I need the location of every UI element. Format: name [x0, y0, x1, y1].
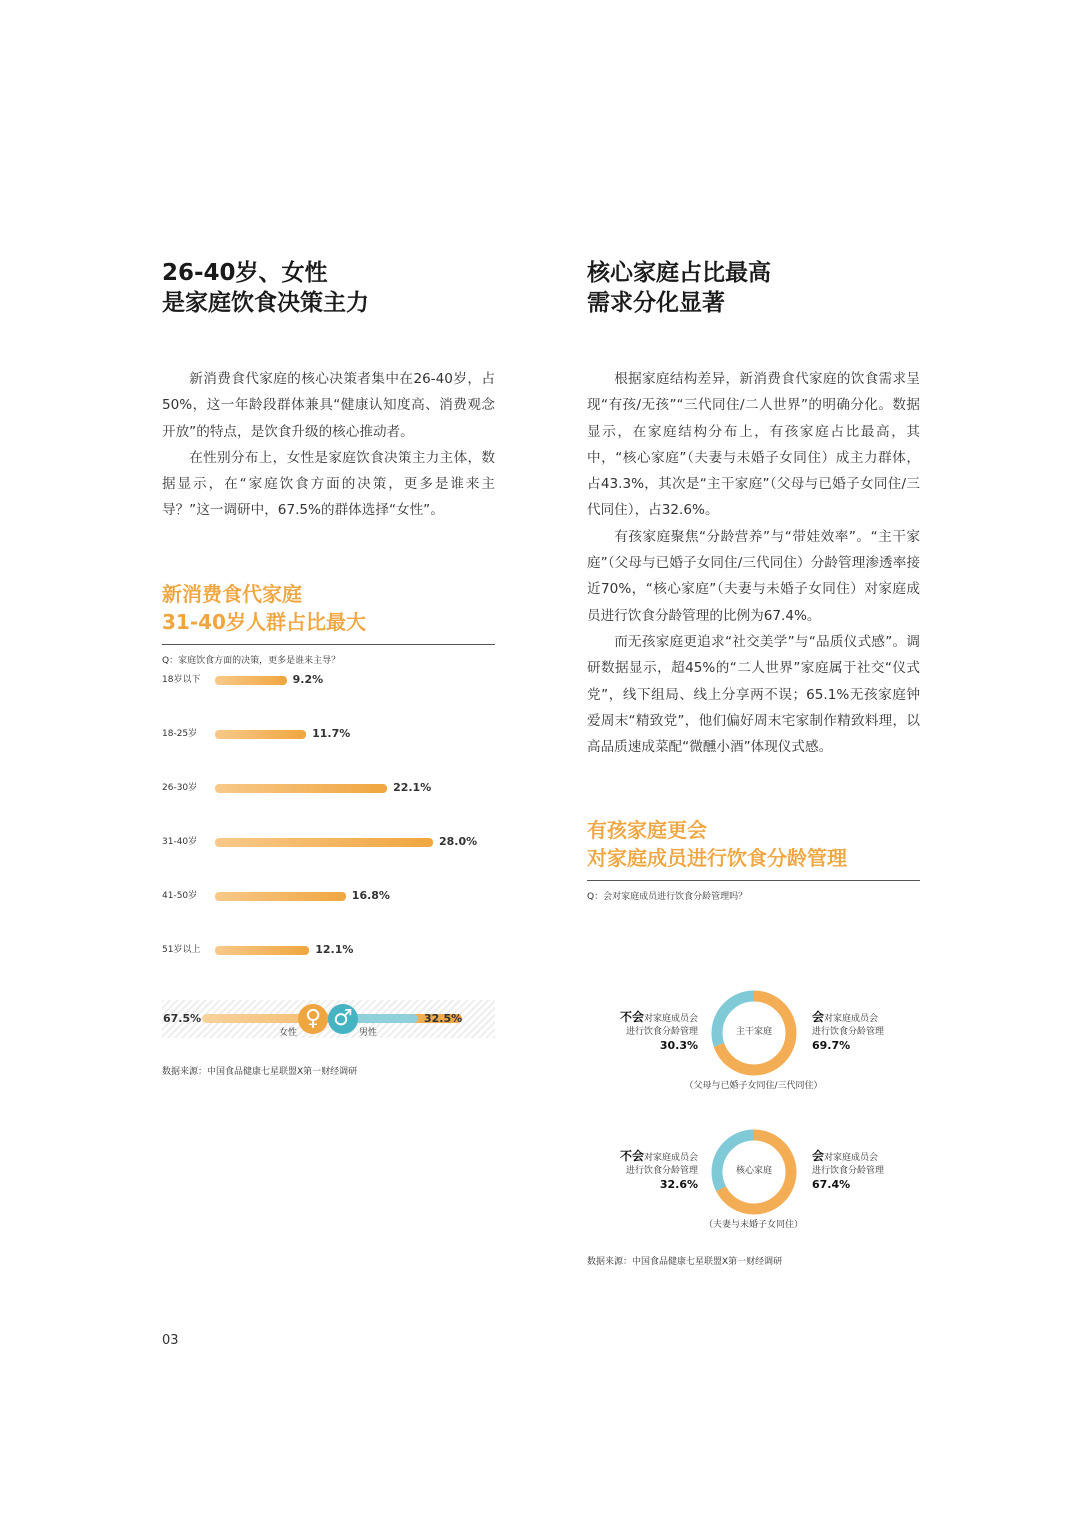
donut1-yes-big: 会: [812, 1010, 825, 1024]
left-heading-line2: 是家庭饮食决策主力: [162, 290, 369, 316]
divider: [162, 644, 495, 645]
donut-chart-header: [587, 816, 920, 902]
right-paragraph-3: 而无孩家庭更追求“社交美学”与“品质仪式感”。调研数据显示，超45%的“二人世界”家庭属于社交“仪式党”，线下组局、线上分享两不误；65.1%无孩家庭钟爱周末“精致党”，他们偏好周末宅家制作精致料理，以高品质速成菜配“微醺小酒”体现仪式感。: [587, 633, 920, 756]
donut2-center-label: 核心家庭: [735, 1166, 772, 1176]
donut-chart-nuclear-family: [587, 1127, 920, 1237]
age-bar-row: [162, 836, 495, 848]
age-bar-value-label: 12.1%: [315, 943, 354, 956]
age-bar-row: [162, 782, 495, 794]
female-value: 67.5%: [163, 1012, 202, 1025]
male-bar: [352, 1014, 418, 1023]
age-bar-category-label: 18-25岁: [162, 729, 198, 739]
age-chart-header: [162, 580, 495, 666]
age-bar: [215, 676, 287, 685]
age-chart-question: Q：家庭饮食方面的决策，更多是谁来主导？: [162, 655, 341, 666]
right-column: [587, 258, 920, 902]
donut2-no-label: [612, 1150, 698, 1191]
male-value: 32.5%: [424, 1012, 463, 1025]
donut2-yes-label: [812, 1150, 902, 1191]
age-bar-row: [162, 890, 495, 902]
donut1-no-small: 对家庭成员会: [643, 1014, 698, 1024]
donut1-no-line2: 进行饮食分龄管理: [625, 1027, 698, 1037]
age-bar-row: [162, 944, 495, 956]
donut1-yes-label: [812, 1011, 902, 1052]
donut2-no-value: 32.6%: [659, 1178, 698, 1191]
donut2-yes-line2: 进行饮食分龄管理: [812, 1166, 885, 1176]
age-bar-chart: [162, 666, 495, 966]
donut2-no-small: 对家庭成员会: [643, 1153, 698, 1163]
age-bar-value-label: 28.0%: [439, 835, 478, 848]
left-heading: [162, 258, 495, 318]
age-bar-category-label: 18岁以下: [162, 675, 201, 685]
donut-chart-stem-family: [587, 988, 920, 1098]
age-bar-row: [162, 674, 495, 686]
donut2-yes-big: 会: [812, 1149, 825, 1163]
donut1-yes-small: 对家庭成员会: [824, 1014, 879, 1024]
donut1-no-big: 不会: [619, 1010, 644, 1024]
donut-chart-question: Q：会对家庭成员进行饮食分龄管理吗？: [587, 892, 748, 903]
donut1-center-label: 主干家庭: [735, 1027, 772, 1037]
age-bar-category-label: 31-40岁: [162, 837, 198, 847]
left-data-source: 数据来源：中国食品健康七星联盟X第一财经调研: [162, 1067, 358, 1077]
right-paragraph-1: 根据家庭结构差异，新消费食代家庭的饮食需求呈现“有孩/无孩”“三代同住/二人世界”的明确分化。数据显示，在家庭结构分布上，有孩家庭占比最高，其中，“核心家庭”（夫妻与未婚子女同住）成主力群体，占43.3%，其次是“主干家庭”（父母与已婚子女同住/三代同住），占32.6%。: [587, 371, 920, 519]
left-paragraph-2: 在性别分布上，女性是家庭饮食决策主力主体，数据显示，在“家庭饮食方面的决策，更多是谁来主导？”这一调研中，67.5%的群体选择“女性”。: [162, 449, 495, 519]
donut2-yes-small: 对家庭成员会: [824, 1153, 879, 1163]
age-bar-category-label: 51岁以上: [162, 945, 201, 955]
age-bar-value-label: 11.7%: [312, 727, 351, 740]
donut2-caption: （夫妻与未婚子女同住）: [703, 1220, 803, 1230]
female-label: 女性: [279, 1028, 298, 1038]
page-number: 03: [162, 1333, 179, 1348]
donut1-caption: （父母与已婚子女同住/三代同住）: [684, 1081, 823, 1091]
age-bar: [215, 784, 387, 793]
right-paragraph-2: 有孩家庭聚焦“分龄营养”与“带娃效率”。“主干家庭”（父母与已婚子女同住/三代同住）分龄管理渗透率接近70%，“核心家庭”（夫妻与未婚子女同住）对家庭成员进行饮食分龄管理的比例为67.4%。: [587, 528, 920, 624]
donut2-no-big: 不会: [619, 1149, 644, 1163]
right-heading-line2: 需求分化显著: [587, 290, 725, 316]
donut-chart-title: [587, 816, 920, 872]
divider: [587, 880, 920, 881]
age-bar-value-label: 22.1%: [393, 781, 432, 794]
age-bar-row: [162, 728, 495, 740]
donut1-no-label: [612, 1011, 698, 1052]
donut1-yes-value: 69.7%: [812, 1039, 851, 1052]
donut-chart-title-line2: 对家庭成员进行饮食分龄管理: [587, 846, 847, 871]
male-symbol-icon: ♂: [328, 1004, 358, 1034]
right-data-source: 数据来源：中国食品健康七星联盟X第一财经调研: [587, 1257, 783, 1267]
right-heading: [587, 258, 920, 318]
left-heading-line1: 26-40岁、女性: [162, 260, 328, 286]
donut2-no-line2: 进行饮食分龄管理: [625, 1166, 698, 1176]
age-bar: [215, 892, 346, 901]
age-bar: [215, 730, 306, 739]
age-bar: [215, 838, 433, 847]
age-bar-value-label: 9.2%: [292, 673, 324, 686]
age-bar-value-label: 16.8%: [351, 889, 390, 902]
donut2-yes-value: 67.4%: [812, 1178, 851, 1191]
age-bar-category-label: 41-50岁: [162, 891, 198, 901]
donut1-no-value: 30.3%: [659, 1039, 698, 1052]
right-heading-line1: 核心家庭占比最高: [587, 260, 771, 286]
left-column: [162, 258, 495, 666]
age-bar-category-label: 26-30岁: [162, 783, 198, 793]
donut1-yes-line2: 进行饮食分龄管理: [812, 1027, 885, 1037]
male-label: 男性: [359, 1028, 378, 1038]
age-chart-title-line2: 31-40岁人群占比最大: [162, 609, 366, 634]
gender-split: [162, 1000, 495, 1038]
age-chart-title-line1: 新消费食代家庭: [162, 581, 302, 606]
age-bar: [215, 946, 309, 955]
left-paragraph-1: 新消费食代家庭的核心决策者集中在26-40岁，占50%，这一年龄段群体兼具“健康认知度高、消费观念开放”的特点，是饮食升级的核心推动者。: [162, 371, 495, 440]
age-chart-title: [162, 580, 495, 636]
female-symbol-icon: ♀: [298, 1004, 328, 1034]
donut-chart-title-line1: 有孩家庭更会: [587, 818, 707, 843]
